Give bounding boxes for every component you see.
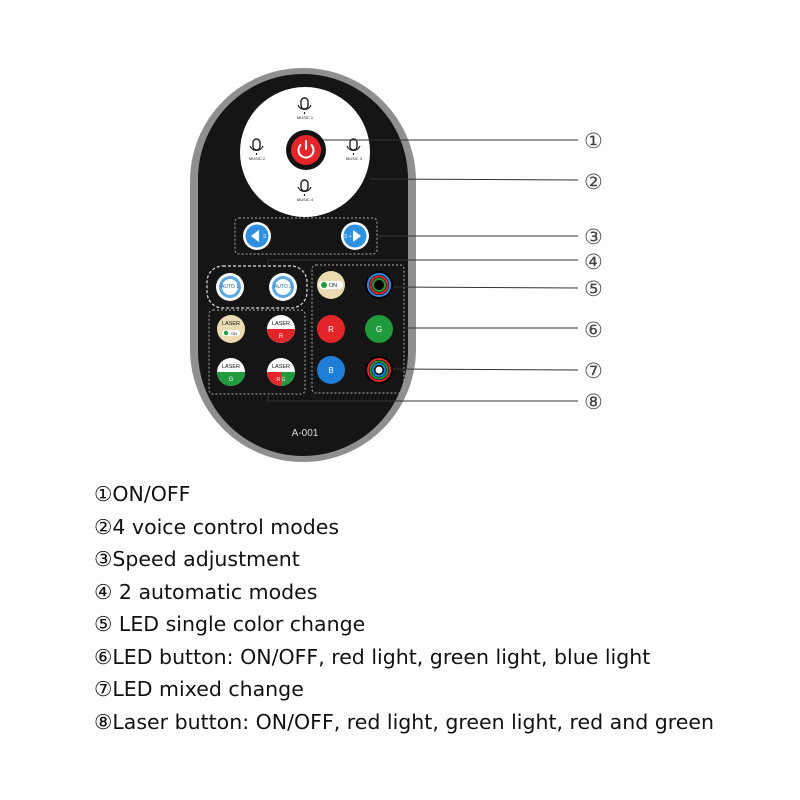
speed-down-button[interactable]	[243, 222, 271, 250]
mic-label-left: MUSIC 2	[248, 156, 266, 161]
led-mixed-change-button[interactable]	[365, 356, 393, 384]
laser-green-title: LASER	[221, 364, 241, 370]
callout-number-6: ⑥	[584, 319, 603, 342]
laser-red-button[interactable]	[267, 315, 295, 343]
led-blue-button[interactable]	[317, 356, 345, 384]
mic-label-bottom: MUSIC 4	[296, 197, 314, 202]
speed-up-label: S +	[344, 234, 352, 240]
model-label: A-001	[291, 428, 319, 439]
feature-description-5: ⑤ LED single color change	[94, 612, 366, 636]
led-on-label: ON	[328, 283, 338, 289]
laser-red-label: R	[278, 334, 284, 340]
feature-description-1: ①ON/OFF	[94, 482, 191, 506]
callout-number-1: ①	[584, 130, 603, 153]
callout-number-2: ②	[584, 171, 603, 194]
auto-1-button[interactable]	[216, 273, 244, 301]
feature-description-6: ⑥LED button: ON/OFF, red light, green light, blue light	[94, 644, 651, 669]
led-blue-label: B	[328, 366, 334, 375]
laser-rg-label: R G	[276, 377, 286, 383]
led-on-button[interactable]	[317, 271, 345, 299]
laser-red-green-button[interactable]	[267, 358, 295, 386]
led-red-label: R	[328, 325, 334, 334]
feature-description-3: ③Speed adjustment	[94, 547, 300, 571]
laser-on-label: ON	[231, 331, 237, 336]
feature-description-4: ④ 2 automatic modes	[94, 579, 318, 604]
laser-red-title: LASER	[271, 321, 291, 327]
laser-on-button[interactable]	[217, 315, 245, 343]
callout-number-3: ③	[584, 226, 603, 249]
led-green-label: G	[375, 325, 383, 334]
auto-2-button[interactable]	[269, 273, 297, 301]
laser-green-button[interactable]	[217, 358, 245, 386]
feature-description-7: ⑦LED mixed change	[94, 677, 304, 701]
feature-description-8: ⑧Laser button: ON/OFF, red light, green light, red and green	[94, 709, 714, 734]
laser-rg-title: LASER	[271, 364, 291, 370]
laser-green-label: G	[228, 377, 234, 383]
speed-up-button[interactable]	[341, 222, 369, 250]
callout-number-5: ⑤	[584, 278, 603, 301]
callout-numbers	[584, 130, 603, 414]
laser-on-title: LASER	[221, 321, 241, 327]
callout-number-8: ⑧	[584, 391, 603, 414]
mic-label-top: MUSIC 1	[296, 115, 314, 120]
feature-description-2: ②4 voice control modes	[94, 514, 340, 539]
power-button[interactable]	[286, 130, 326, 170]
callout-line-5	[393, 287, 578, 288]
feature-description-list	[94, 478, 714, 738]
mic-label-right: MUSIC 3	[345, 156, 363, 161]
led-green-button[interactable]	[365, 315, 393, 343]
auto-2-label: AUTO 2	[274, 284, 292, 290]
callout-number-7: ⑦	[584, 360, 603, 383]
led-color-change-button[interactable]	[365, 271, 393, 299]
callout-number-4: ④	[584, 251, 603, 274]
auto-1-label: AUTO 1	[221, 284, 239, 290]
speed-down-label: S -	[263, 234, 270, 240]
callout-line-7	[393, 369, 578, 370]
led-red-button[interactable]	[317, 315, 345, 343]
